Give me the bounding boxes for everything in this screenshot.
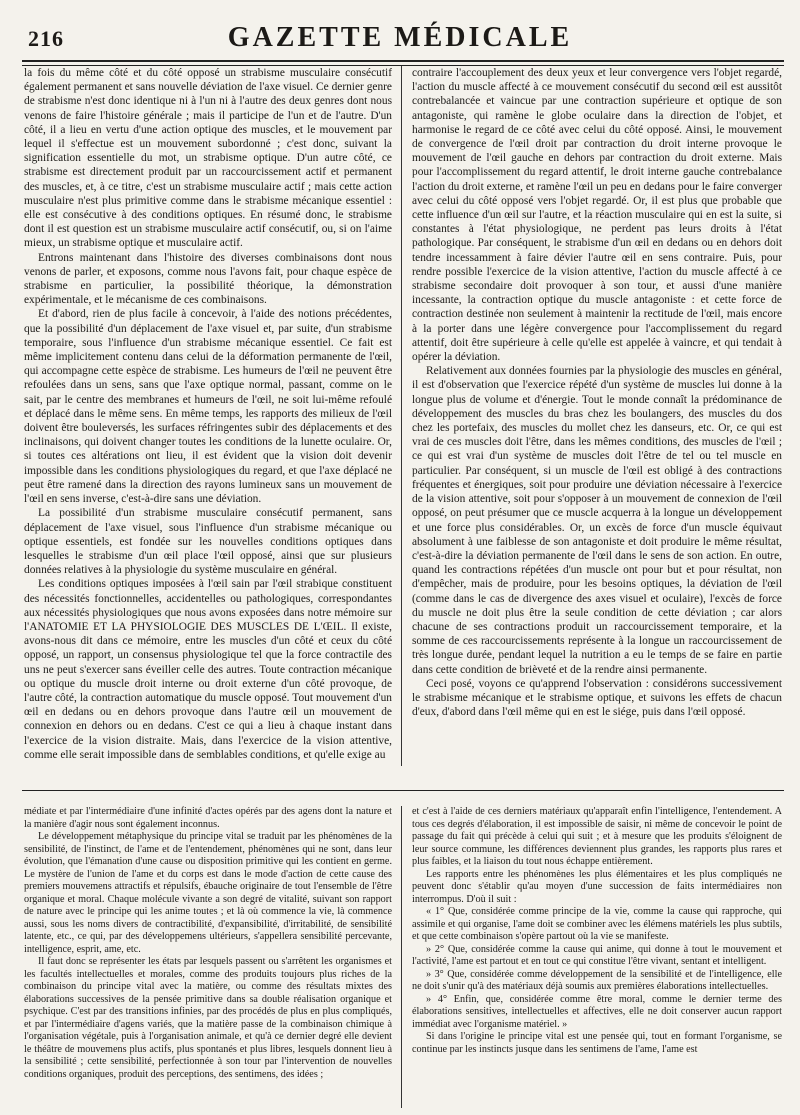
upper-left-column bbox=[24, 66, 392, 766]
page-number: 216 bbox=[28, 26, 64, 51]
paragraph: et c'est à l'aide de ces derniers matériaux qu'apparaît enfin l'intelligence, l'entendement. A tous ces degrés d'élaboration, il est impossible de saisir, ni même de concevoir le point de passage du fait qui précède à celui qui suit ; et à mesure que les produits s'éloignent de leur source commune, les différences deviennent plus grandes, les rapports plus rares et plus faibles, et la liaison du tout nous échappe entièrement. bbox=[412, 806, 782, 867]
lower-right-column bbox=[412, 806, 782, 1108]
section-rule bbox=[22, 790, 784, 791]
upper-right-column bbox=[412, 66, 782, 766]
paragraph: Les conditions optiques imposées à l'œil sain par l'œil strabique constituent des nécessités fonctionnelles, accidentelles ou pathologiques, correspondantes aux nécessités physiologiques que nous avons exposées dans notre mémoire sur l'ANATOMIE ET LA PHYSIOLOGIE DES MUSCLES DE L'ŒIL. Il existe, avons-nous dit dans ce mémoire, entre les muscles d'un côté et ceux du côté opposé, un rapport, un consensus physiologique tel que la force contractile des uns ne peut s'exercer sans éveiller celle des autres. Toute contraction mécanique ou optique du muscle droit interne ou droit externe d'un côté provoque, de l'autre côté, la contraction automatique du muscle opposé. Tout mouvement d'un œil en dedans ou en dehors provoque dans l'autre œil un mouvement de connexion en dehors ou en dedans. C'est ce qui a lieu à chaque instant dans l'exercice de la vision distraite. Mais, dans l'exercice de la vision attentive, comme elle serait impossible dans de semblables conditions, et qu'elle exige au bbox=[24, 578, 392, 761]
paragraph: médiate et par l'intermédiaire d'une infinité d'actes opérés par des agens dont la nature et la manière d'agir nous sont également inconnus. bbox=[24, 806, 392, 830]
paragraph: « 1° Que, considérée comme principe de la vie, comme la cause qui rapproche, qui assimile et qui organise, l'ame doit se combiner avec les élémens matériels les plus subtils, et que cette combinaison s'opère partout où la vie se manifeste. bbox=[412, 906, 782, 942]
paragraph: La possibilité d'un strabisme musculaire consécutif permanent, sans déplacement de l'axe visuel, sous l'influence d'un strabisme mécanique ou optique essentiels, est fondée sur les nouvelles conditions optiques dans lesquelles le strabisme d'un œil place l'œil opposé, ainsi que sur plusieurs données relatives à la physiologie du système musculaire en général. bbox=[24, 507, 392, 577]
paragraph: Et d'abord, rien de plus facile à concevoir, à l'aide des notions précédentes, que la possibilité d'un déplacement de l'axe visuel et, par suite, d'un strabisme temporaire, sous l'influence d'un strabisme mécanique essentiel. Ce fait est même implicitement contenu dans celui de la déformation permanente de l'œil, qui accompagne cette espèce de strabisme. Les humeurs de l'œil ne peuvent être refoulées dans un sens, sans que l'axe optique normal, passant, comme on le sait, par le centre des membranes et humeurs de l'œil, ne soit lui-même refoulé et déplacé dans le même sens. En même temps, les rapports des milieux de l'œil doivent être bouleversés, les surfaces réfringentes subir des déplacements et des inclinaisons, qui doivent changer toutes les conditions de la lunette oculaire. Or, si toutes ces altérations ont lieu, il est évident que la vision doit devenir impossible dans les conditions physiologiques du regard, et que l'axe déplacé ne peut être ramené dans la direction des rayons lumineux sans un mouvement de l'œil en sens inverse, c'est-à-dire sans une déviation. bbox=[24, 308, 392, 506]
lower-left-column bbox=[24, 806, 392, 1108]
column-divider bbox=[401, 806, 402, 1108]
paragraph: Le développement métaphysique du principe vital se traduit par les phénomènes de la sensibilité, de l'instinct, de l'ame et de l'entendement, phénomènes qui ne sont, dans leur évolution, que l'émanation d'une cause ou disposition primitive qui les contient en germe. Le mystère de l'union de l'ame et du corps est dans le mode d'action de cette cause des premiers mouvemens attractifs et répulsifs, ébauche originaire de tout l'ensemble de l'être organique et moral. Chaque molécule vivante a son degré de vitalité, suivant son rapport de nature avec le principe qui les anime toutes ; et là où commence la vie, là commence aussi, sous les noms divers de contractibilité, d'expansibilité, d'irritabilité, de sensibilité latente, etc., ce qui, par des développemens ultérieurs, s'appellera sensibilité percevante, intelligence, esprit, ame, etc. bbox=[24, 831, 392, 955]
paragraph: » 3° Que, considérée comme développement de la sensibilité et de l'intelligence, elle ne doit s'unir qu'à des matériaux déjà soumis aux premières élaborations intellectuelles. bbox=[412, 968, 782, 992]
paragraph: la fois du même côté et du côté opposé un strabisme musculaire consécutif également permanent et sans nouvelle déviation de l'axe visuel. Ce dernier genre de strabisme n'est donc identique ni à l'un ni à l'autre des deux genres dont nous venons de faire l'histoire générale ; mais il participe de l'un et de l'autre. D'un côté, il a lieu en vertu d'une action optique des muscles, et le mouvement par lequel il s'effectue est un mouvement subordonné ; c'est donc, suivant la signification essentielle du mot, un strabisme optique. D'un autre côté, ce strabisme est directement produit par un raccourcissement actif et permanent des muscles, et, à ce titre, c'est un strabisme musculaire actif ; mais cette action musculaire n'est plus primitive comme dans le strabisme mécanique essentiel : elle est consécutive à des conditions optiques. En résumé donc, le strabisme dont il est question est un strabisme musculaire actif consécutif, ou, si on l'aime mieux, un strabisme optique et musculaire actif. bbox=[24, 67, 392, 250]
paragraph: Il faut donc se représenter les états par lesquels passent ou s'arrêtent les organismes et les facultés intellectuelles et morales, comme des produits toujours plus riches de la combinaison du principe vital avec la matière, ou comme des résultats mixtes des élaborations successives de la pensée primitive dans sa double réalisation organique et psychique. C'est par des transitions infinies, par des procédés de plus en plus compliqués, et par l'intermédiaire d'agens variés, que la matière passe de la combinaison chimique à l'organisation végétale, puis à l'organisation animale, et qu'à ce dernier degré elle devient le théâtre de mouvemens plus actifs, plus spontanés et plus libres, lesquels donnent lieu à la sensibilité ; cette sensibilité, perfectionnée à son tour par l'intervention de nouvelles conditions organiques, produit des perceptions, des sentimens, des idées ; bbox=[24, 956, 392, 1080]
paragraph: Si dans l'origine le principe vital est une pensée qui, tout en formant l'organisme, se continue par les instincts jusque dans les sentimens de l'ame, l'ame est bbox=[412, 1031, 782, 1055]
column-divider bbox=[401, 66, 402, 766]
paragraph: Ceci posé, voyons ce qu'apprend l'observation : considérons successivement le strabisme mécanique et le strabisme optique, et suivons les effets de chacun d'eux, d'abord dans l'œil même qui en est le siége, puis dans l'œil opposé. bbox=[412, 677, 782, 719]
journal-title: GAZETTE MÉDICALE bbox=[227, 22, 573, 53]
paragraph: Relativement aux données fournies par la physiologie des muscles en général, il est d'observation que l'exercice répété d'un système de muscles lui donne à la longue plus de volume et d'énergie. Tout le monde connaît la prédominance de développement des muscles du bras chez les boulangers, des muscles du dos chez les portefaix, des muscles du mollet chez les danseurs, etc. Or, ce qui est vrai de ces muscles doit l'être, dans les mêmes conditions, des muscles de l'œil ; ce qui est vrai d'un système de muscles doit l'être de tel ou tel muscle en particulier. Par conséquent, si un muscle de l'œil est obligé à des contractions fréquentes et énergiques, soit pour produire une déviation nécessaire à l'exercice de la vision attentive, soit pour s'opposer à un mouvement de connexion de l'œil opposé, on peut présumer que ce muscle acquerra à la longue un développement et une force plus considérables. Or, un excès de force d'un muscle équivaut absolument à une faiblesse de son antagoniste et doit produire le même résultat, c'est-à-dire la déviation permanente de l'œil dans le sens de son action. En outre, quand les contractions répétées d'un muscle ont pour but et pour résultat, non d'empêcher, mais de produire, pour les besoins optiques, la déviation de l'œil (comme dans le cas de divergence des axes visuel et oculaire), l'excès de force du muscle ne doit plus être la seule condition de cette déviation ; car alors chacune de ses contractions produit un raccourcissement temporaire, et la somme de ces raccourcissements représente à la longue un raccourcissement de très longue durée, pendant lequel la nutrition a eu le temps de se faire en partie dans cette condition de brièveté et de la rendre ainsi permanente. bbox=[412, 365, 782, 676]
paragraph: Les rapports entre les phénomènes les plus élémentaires et les plus compliqués ne peuvent donc s'établir qu'au moyen d'une succession de faits intermédiaires non interrompus. D'où il suit : bbox=[412, 868, 782, 905]
page-header bbox=[22, 20, 778, 54]
paragraph: » 2° Que, considérée comme la cause qui anime, qui donne à tout le mouvement et l'activité, l'ame est partout et en tout ce qui constitue l'être vivant, sentant et intelligent. bbox=[412, 943, 782, 967]
paragraph: contraire l'accouplement des deux yeux et leur convergence vers l'objet regardé, l'action du muscle affecté à ce mouvement consécutif du second œil est aussitôt contrebalancée et vaincue par une contraction supérieure et optique de son antagoniste, qui ramène le globe oculaire dans la direction de l'objet, et harmonise le regard de ce côté avec celui du côté opposé. Ainsi, le mouvement de convergence de l'œil droit par contraction du droit interne provoque le mouvement de l'œil gauche en dehors par contraction du droit externe. Mais pour l'accomplissement du regard attentif, le droit interne gauche contrebalance l'action du droit externe, et ramène l'œil un peu en dedans pour le faire converger avec celui du côté opposé vers l'objet regardé. Or, il est plus que probable que cette influence d'un œil sur l'autre, et la réaction musculaire qui en est la suite, si constantes à l'état physiologique, ne perdent pas leurs droits à l'état pathologique. Par conséquent, le strabisme d'un œil en dedans ou en dehors doit tendre incessamment à faire dévier l'autre œil en sens contraire. Puis, pour rendre possible l'exercice de la vision attentive, l'action du muscle affecté à ce strabisme secondaire doit provoquer à son tour, et aussi d'une manière incessante, la contraction optique du muscle antagoniste : et cette force de contraction destinée non seulement à maintenir la rectitude de l'œil, mais encore à la porter dans une légère convergence pour l'accomplissement du regard attentif, doit être supérieure à celle qu'elle est appelée à vaincre, et qui tendait à opérer la déviation. bbox=[412, 67, 782, 364]
paragraph: Entrons maintenant dans l'histoire des diverses combinaisons dont nous venons de parler, et exposons, comme nous l'avons fait, pour chaque espèce de strabisme en particulier, la possibilité théorique, la démonstration expérimentale, et le mécanisme de ces combinaisons. bbox=[24, 251, 392, 307]
paragraph: » 4° Enfin, que, considérée comme être moral, comme le dernier terme des élaborations sensitives, intellectuelles et affectives, elle ne doit conserver aucun rapport immédiat avec l'organisme matériel. » bbox=[412, 993, 782, 1030]
